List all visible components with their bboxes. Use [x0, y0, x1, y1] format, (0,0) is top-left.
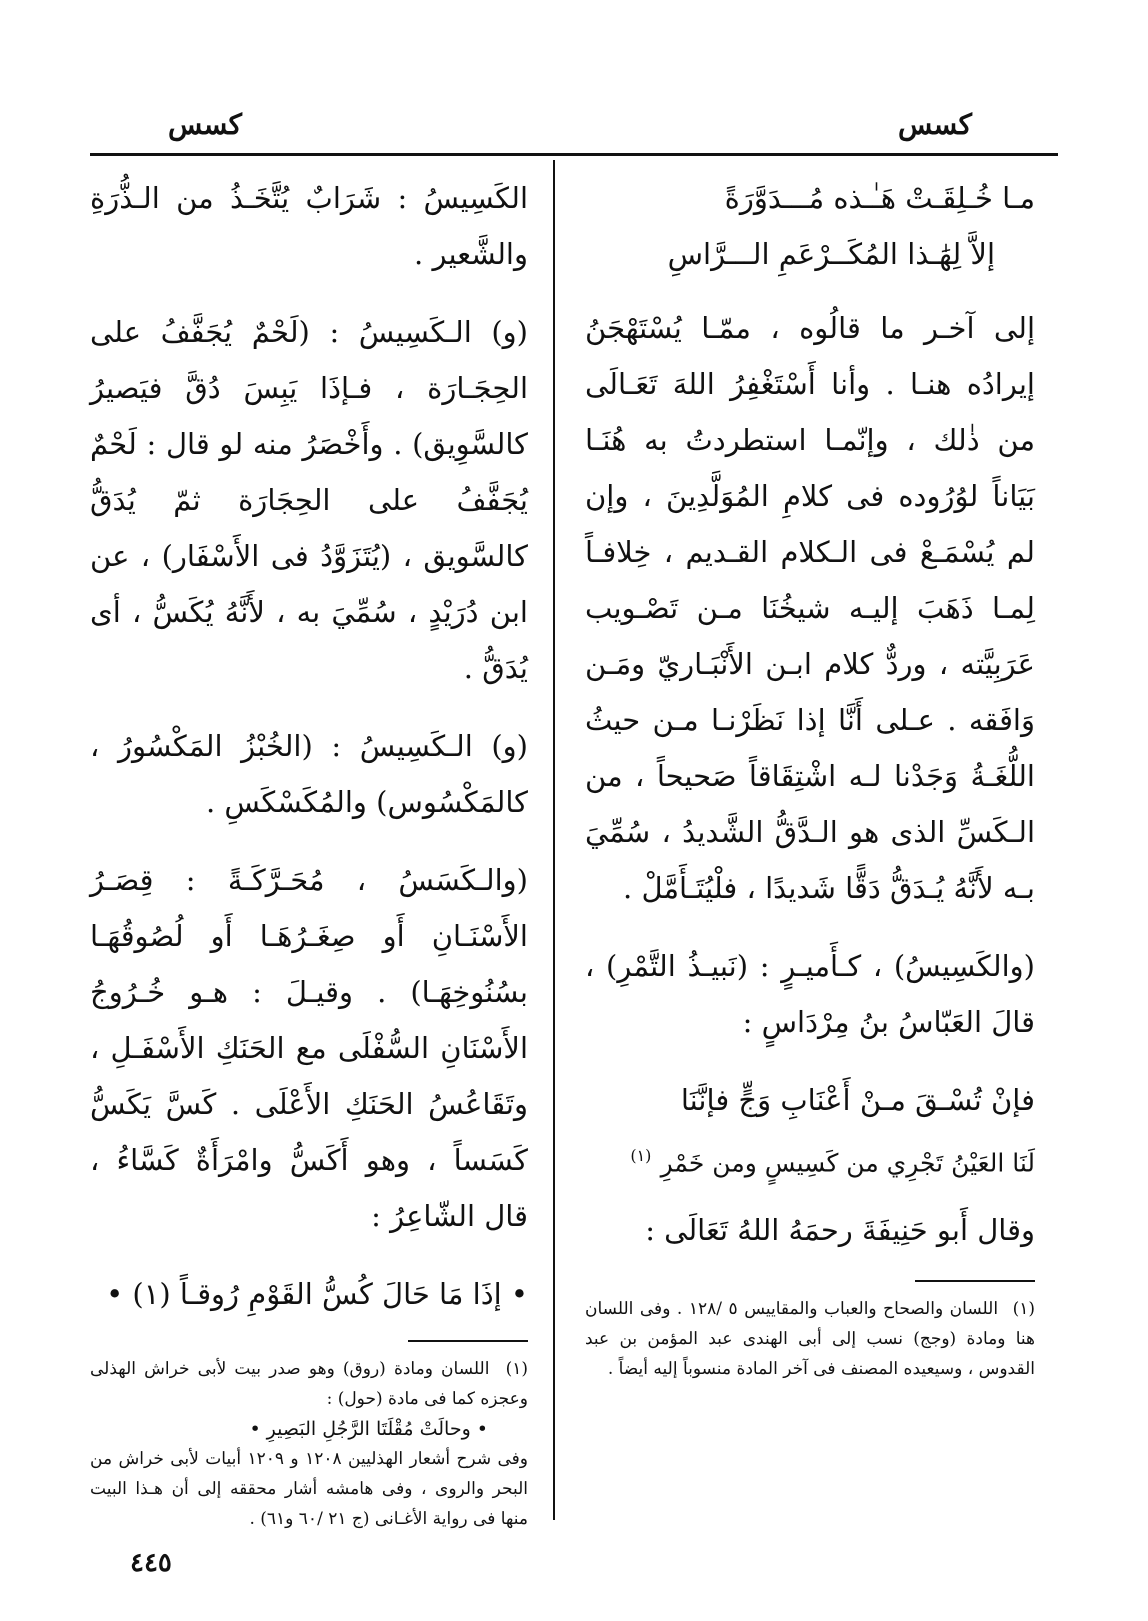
footnote-verse: • وحالَتْ مُقْلَتَا الرَّجُلِ البَصِيرِ • — [249, 1418, 488, 1440]
footnote-text: اللسان والصحاح والعباب والمقاييس ٥ /١٢٨ . وفى اللسان هنا ومادة (وجج) نسب إلى أبى الهندى عبد المؤمن بن عبد القدوس ، وسيعيده المصنف فى آخر المادة منسوباً إليه أيضاً . — [585, 1298, 1035, 1379]
footnote — [585, 1294, 1035, 1384]
footnote — [90, 1354, 528, 1534]
verse-line — [585, 1128, 1035, 1192]
verse-line: إلاَّ لِهَٰـذا المُكَــرْعَمِ الـــرَّاسِ — [667, 237, 995, 271]
verse-line: فإنْ تُسْـقَ مـنْ أَعْنَابِ وَجٍّ فإنَّنَا — [680, 1083, 1035, 1117]
paragraph: وقال أَبو حَنِيفَةَ رحمَهُ اللهُ تَعَالَى : — [645, 1212, 1035, 1247]
footnote-number: (١) — [505, 1359, 528, 1379]
verse-text: لَنَا العَيْنُ تَجْرِي من كَسِيسٍ ومن خَمْرِ — [660, 1148, 1035, 1178]
left-column-body — [90, 170, 528, 1322]
paragraph: إلى آخـر ما قالُوه ، ممّـا يُسْتَهْجَنُ إيرادُه هنـا . وأنا أَسْتَغْفِرُ اللهَ تَعَـالَى من ذٰلك ، وإنّمـا استطردتُ به هُنَـا بَيَاناً لوُرُوده فى كلامِ المُوَلَّدِينَ ، وإن لم يُسْمَـعْ فى الـكلام القـديم ، خِلافـاً لِمـا ذَهَبَ إليـه شيخُنَا مـن تَصْـويب عَرَبِيَّته ، وردٌّ كلام ابـن الأَنْبَـاريّ ومَـن وَافَقه . عـلى أَنَّا إذا نَظَرْنـا مـن حيثُ اللُّغَـةُ وَجَدْنا لـه اشْتِقَاقاً صَحيحاً ، من الـكَسِّ الذى هو الـدَّقُّ الشَّديدُ ، سُمِّيَ بـه لأَنَّهُ يُـدَقُّ دَقًّا شَديدًا ، فلْيُتَـأَمَّلْ . — [585, 311, 1035, 905]
verse-line: • إذَا مَا حَالَ كُسُّ القَوْمِ رُوقـاً (١) • — [106, 1277, 528, 1311]
paragraph: (والكَسِيسُ) ، كـأَميـرٍ : (نَبيـذُ التَّمْرِ) ، قالَ العَبّاسُ بنُ مِرْدَاسٍ : — [585, 949, 1035, 1039]
paragraph: (و) الـكَسِيسُ : (لَحْمٌ يُجَفَّفُ على الحِجَـارَة ، فـإذَا يَبِسَ دُقَّ فيَصيرُ كالسَّوِيق) . وأَخْصَرُ منه لو قال : لَحْمٌ يُجَفَّفُ على الحِجَارَة ثمّ يُدَقُّ كالسَّويق ، (يُتَزَوَّدُ فى الأَسْفَار) ، عن ابن دُرَيْدٍ ، سُمِّيَ به ، لأَنَّهُ يُكَسُّ ، أى يُدَقُّ . — [90, 315, 528, 685]
running-head-left: كسس — [168, 108, 243, 141]
page-number: ٤٤٥ — [130, 1548, 172, 1578]
running-head-right: كسس — [897, 108, 972, 141]
header-rule — [90, 153, 1058, 156]
paragraph: (و) الـكَسِيسُ : (الخُبْزُ المَكْسُورُ ، كالمَكْسُوس) والمُكَسْكَسِ . — [90, 729, 528, 819]
footnote-rule — [915, 1280, 1035, 1282]
right-column — [585, 170, 1035, 1384]
paragraph: الكَسِيسُ : شَرَابٌ يُتَّخَـذُ من الـذُّرَةِ والشَّعير . — [90, 181, 528, 271]
footnote-number: (١) — [1012, 1298, 1036, 1319]
footnote-ref: (١) — [630, 1146, 652, 1165]
verse-line: مـا خُـلِقَـتْ هَـٰـذه مُـــدَوَّرَةً — [724, 181, 1035, 215]
footnote-text: اللسان ومادة (روق) وهو صدر بيت لأبى خراش الهذلى وعجزه كما فى مادة (حول) : — [90, 1359, 528, 1409]
left-column — [90, 170, 528, 1534]
footnote-rule — [408, 1340, 528, 1342]
column-divider — [553, 160, 555, 1520]
footnote-text: وفى شرح أشعار الهذليين ١٢٠٨ و ١٢٠٩ أبيات لأبى خراش من البحر والروى ، وفى هامشه أشار محققه إلى أن هـذا البيت منها فى رواية الأغـانى (ج ٢١ /٦٠ و٦١) . — [90, 1449, 528, 1529]
paragraph: (والـكَسَسُ ، مُحَـرَّكَـةً : قِصَـرُ الأَسْنَـانِ أَو صِغَـرُهَـا أَو لُصُوقُهَـا بسُنُوخِهَـا) . وقيـلَ : هـو خُـرُوجُ الأَسْنَانِ السُّفْلَى مع الحَنَكِ الأَسْفَـلِ ، وتَقَاعُسُ الحَنَكِ الأَعْلَى . كَسَّ يَكَسُّ كَسَساً ، وهو أَكَسُّ وامْرَأَةٌ كَسَّاءُ ، قال الشّاعِرُ : — [90, 863, 528, 1233]
right-column-body — [585, 170, 1035, 1258]
